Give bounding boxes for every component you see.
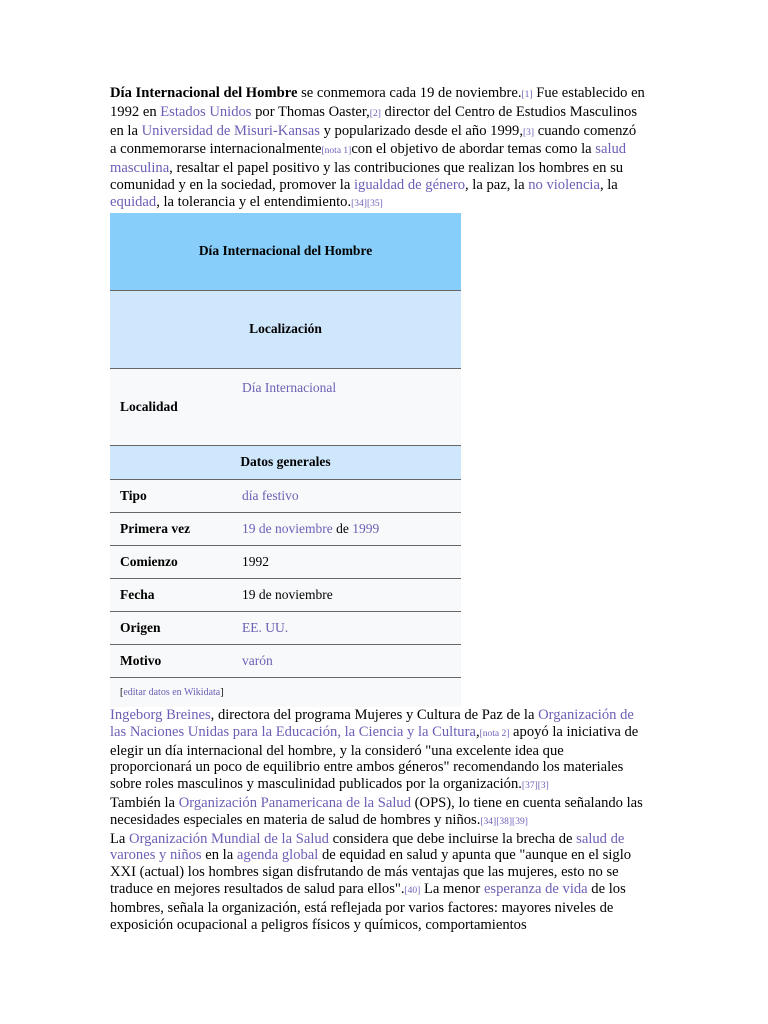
link-agenda-global[interactable]: agenda global [236, 847, 319, 864]
row-label: Fecha [120, 586, 155, 602]
infobox-row-tipo [110, 479, 461, 512]
reference-link[interactable]: [37][3] [521, 781, 549, 792]
link-esperanza-vida[interactable]: esperanza de vida [483, 881, 588, 898]
note-link[interactable]: [nota 1] [321, 146, 352, 157]
infobox-row-motivo [110, 644, 461, 677]
link-ingeborg-breines[interactable]: Ingeborg Breines [110, 707, 211, 724]
infobox-section-datos: Datos generales [110, 445, 461, 479]
reference-link[interactable]: [2] [369, 108, 381, 119]
link-unesco[interactable]: Organización de las Naciones Unidas para la Educación, la Ciencia y la Cultura [110, 707, 634, 740]
row-label: Primera vez [120, 520, 191, 536]
article-body [110, 85, 646, 933]
article-title-bold: Día Internacional del Hombre [110, 85, 298, 101]
reference-link[interactable]: [40] [404, 886, 421, 897]
link-estados-unidos[interactable]: Estados Unidos [160, 103, 252, 120]
row-value: 19 de noviembre [242, 586, 333, 602]
infobox-section-localizacion: Localización [110, 290, 461, 368]
row-label: Comienzo [120, 553, 178, 569]
infobox-row-primera-vez: Primera vez 19 de noviembre de 1999 [110, 512, 461, 545]
infobox-row-fecha [110, 578, 461, 611]
reference-link[interactable]: [34][38][39] [480, 816, 528, 827]
link-salud-masculina[interactable]: salud masculina [110, 141, 627, 177]
link-motivo-value[interactable]: varón [242, 652, 273, 668]
link-no-violencia[interactable]: no violencia [528, 176, 600, 193]
intro-paragraph: Día Internacional del Hombre se conmemora cada 19 de noviembre.[1] Fue establecido en 1992 en Estados Unidos por Thomas Oaster,[2] director del Centro de Estudios Masculinos en la Universidad de Misuri-Kansas y popularizado desde el año 1999,[3] cuando comenzó a conmemorarse internacionalmente[nota 1]con el objetivo de abordar temas como la salud masculina, resaltar el papel positivo y las contribuciones que realizan los hombres en su comunidad y en la sociedad, promover la igualdad de género, la paz, la no violencia, la equidad, la tolerancia y el entendimiento.[34][35] [110, 85, 645, 210]
infobox-title: Día Internacional del Hombre [110, 213, 461, 291]
reference-link[interactable]: [34][35] [351, 198, 383, 209]
row-label: Origen [120, 619, 161, 635]
edit-wikidata-link[interactable]: editar datos en Wikidata [123, 686, 221, 698]
infobox [110, 213, 461, 708]
link-equidad[interactable]: equidad [110, 193, 157, 210]
link-oms[interactable]: Organización Mundial de la Salud [129, 830, 329, 847]
link-origen-value[interactable]: EE. UU. [242, 619, 289, 635]
paragraph-oms: La Organización Mundial de la Salud considera que debe incluirse la brecha de salud de varones y niños en la agenda global de equidad en salud y apunta que "aunque en el siglo XXI (actual) los hombres sigan disfrutando de más ventajas que las mujeres, esto no se traduce en mejores resultados de salud para ellos".[40] La menor esperanza de vida de los hombres, señala la organización, está reflejada por varios factores: mayores niveles de exposición ocupacional a peligros físicos y químicos, comportamientos [110, 830, 632, 933]
infobox-row-localidad [110, 368, 461, 445]
row-label: Localidad [120, 398, 178, 414]
paragraph-ops: También la Organización Panamericana de la Salud (OPS), lo tiene en cuenta señalando las necesidades especiales en materia de salud de hombres y niños.[34][38][39] [110, 795, 643, 828]
link-igualdad-genero[interactable]: igualdad de género [353, 176, 465, 193]
row-label: Tipo [120, 487, 147, 503]
infobox-edit-row: [editar datos en Wikidata] [110, 677, 461, 707]
infobox-row-comienzo [110, 545, 461, 578]
row-label: Motivo [120, 652, 162, 668]
link-ops[interactable]: Organización Panamericana de la Salud [178, 795, 412, 812]
infobox-row-origen [110, 611, 461, 644]
row-value: 1992 [242, 553, 269, 569]
link-primera-vez-date[interactable]: 19 de noviembre [242, 520, 333, 536]
link-salud-varones[interactable]: salud de varones y niños [110, 830, 625, 864]
link-localidad-value[interactable]: Día Internacional [242, 379, 337, 395]
link-tipo-value[interactable]: día festivo [242, 487, 299, 503]
note-link[interactable]: [nota 2] [479, 728, 510, 739]
reference-link[interactable]: [1] [521, 90, 533, 100]
paragraph-breines: Ingeborg Breines, directora del programa Mujeres y Cultura de Paz de la Organización de las Naciones Unidas para la Educación, la Ciencia y la Cultura,[nota 2] apoyó la iniciativa de elegir un día internacional del hombre, y la consideró "una excelente idea que proporcionará un poco de equilibrio entre ambos géneros" recomendando los materiales sobre roles masculinos y masculinidad publicados por la organización.[37][3] [110, 707, 639, 793]
link-universidad[interactable]: Universidad de Misuri-Kansas [141, 122, 320, 139]
reference-link[interactable]: [3] [523, 127, 535, 138]
link-primera-vez-year[interactable]: 1999 [352, 520, 380, 536]
